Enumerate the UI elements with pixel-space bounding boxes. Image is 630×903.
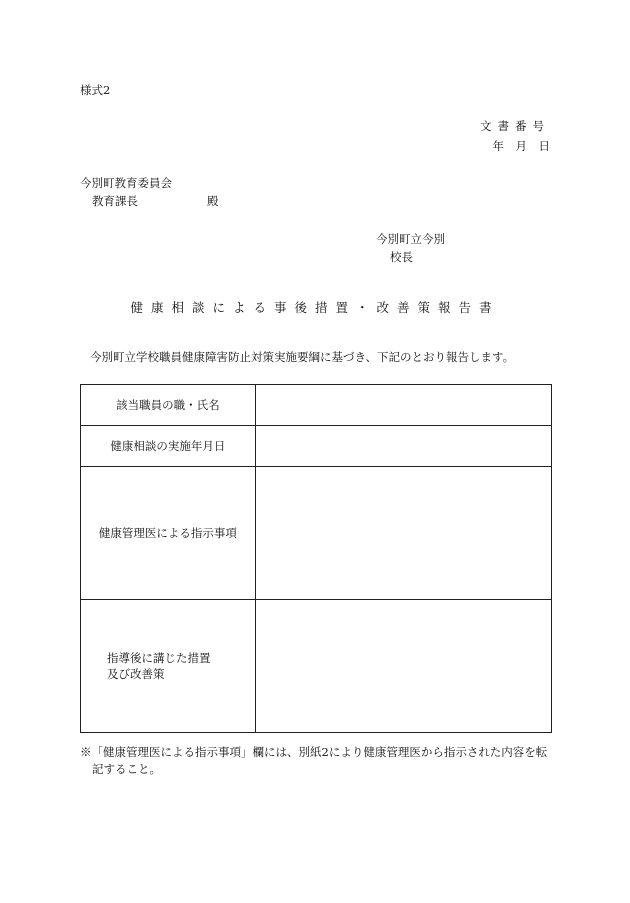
row-value-cell[interactable] [255, 600, 551, 733]
form-number-label: 様式2 [80, 83, 111, 97]
row-label [81, 600, 256, 733]
sender-title: 校長 [390, 250, 413, 264]
table-row [81, 467, 552, 600]
addressee-organization: 今別町教育委員会 [80, 176, 172, 190]
footnote-line2: 記すること。 [92, 762, 161, 776]
table-row [81, 426, 552, 467]
sender-organization: 今別町立今別 [376, 232, 445, 246]
row-label-line1: 健康相談の実施年月日 [110, 439, 226, 453]
report-table [80, 384, 552, 733]
table-row [81, 385, 552, 426]
intro-text: 今別町立学校職員健康障害防止対策実施要綱に基づき、下記のとおり報告します。 [90, 350, 515, 364]
row-label-line1: 指導後に講じた措置 [107, 651, 211, 665]
row-label [81, 385, 256, 426]
table-row [81, 600, 552, 733]
row-label-line2: 及び改善策 [107, 667, 165, 681]
row-label [81, 467, 256, 600]
document-title: 健康相談による事後措置・改善策報告書 [130, 300, 500, 315]
footnote [80, 744, 558, 778]
row-label [81, 426, 256, 467]
footnote-line1: ※「健康管理医による指示事項」欄には、別紙2により健康管理医から指示された内容を転 [80, 745, 548, 759]
addressee-title: 教育課長 [92, 194, 138, 208]
row-label-line1: 該当職員の職・氏名 [116, 398, 220, 412]
document-number-label: 文書番号 [480, 119, 550, 133]
row-value-cell[interactable] [255, 467, 551, 600]
row-label-line1: 健康管理医による指示事項 [98, 526, 237, 540]
document-date-label: 年 月 日 [492, 139, 550, 153]
row-value-cell[interactable] [255, 426, 551, 467]
row-value-cell[interactable] [255, 385, 551, 426]
addressee-honorific: 殿 [207, 194, 219, 208]
